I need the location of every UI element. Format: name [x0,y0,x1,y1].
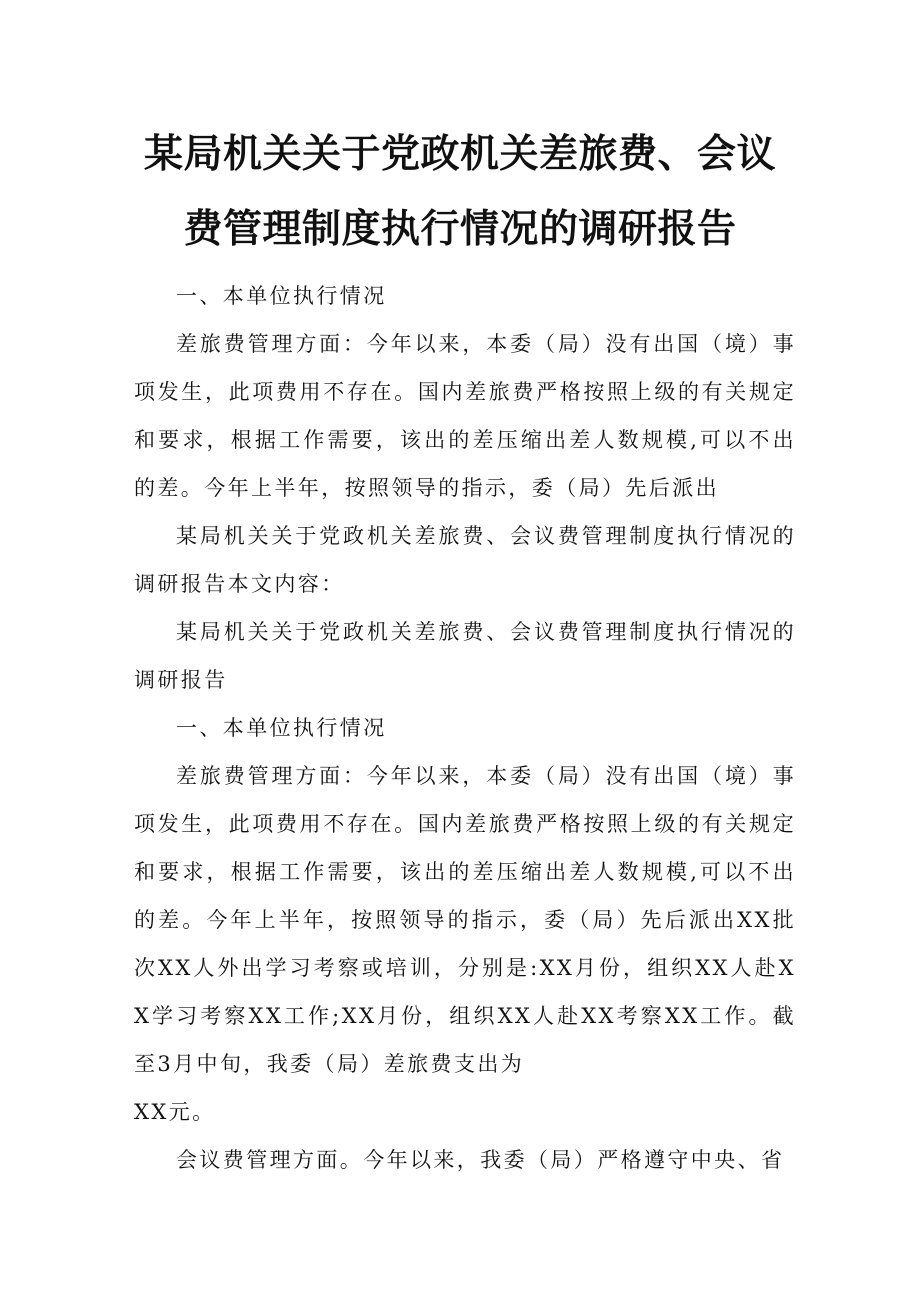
document-title-line-1: 某局机关关于党政机关差旅费、会议 [143,132,776,177]
paragraph-travel-expenses-full: 差旅费管理方面：今年以来，本委（局）没有出国（境）事项发生，此项费用不存在。国内差旅费严格按照上级的有关规定和要求，根据工作需要，该出的差压缩出差人数规模,可以不出的差。今年上半年，按照领导的指示，委（局）先后派出XX批次XX人外出学习考察或培训，分别是:XX月份，组织XX人赴XX学习考察XX工作;XX月份，组织XX人赴XX考察XX工作。截至3月中旬，我委（局）差旅费支出为 [134,764,796,1076]
paragraph-travel-expenses: 差旅费管理方面：今年以来，本委（局）没有出国（境）事项发生，此项费用不存在。国内差旅费严格按照上级的有关规定和要求，根据工作需要，该出的差压缩出差人数规模,可以不出的差。今年上半年，按照领导的指示，委（局）先后派出 [134,332,796,500]
paragraph-meeting-expenses: 会议费管理方面。今年以来，我委（局）严格遵守中央、省 [176,1148,785,1172]
section-heading: 一、本单位执行情况 [176,716,387,740]
paragraph-report-title: 某局机关关于党政机关差旅费、会议费管理制度执行情况的调研报告 [134,620,796,692]
paragraph-amount: XX元。 [134,1100,216,1124]
paragraph-report-intro: 某局机关关于党政机关差旅费、会议费管理制度执行情况的调研报告本文内容： [134,524,796,596]
section-heading: 一、本单位执行情况 [176,284,387,308]
document-body [134,272,796,1184]
document-title-line-2: 费管理制度执行情况的调研报告 [183,207,737,252]
